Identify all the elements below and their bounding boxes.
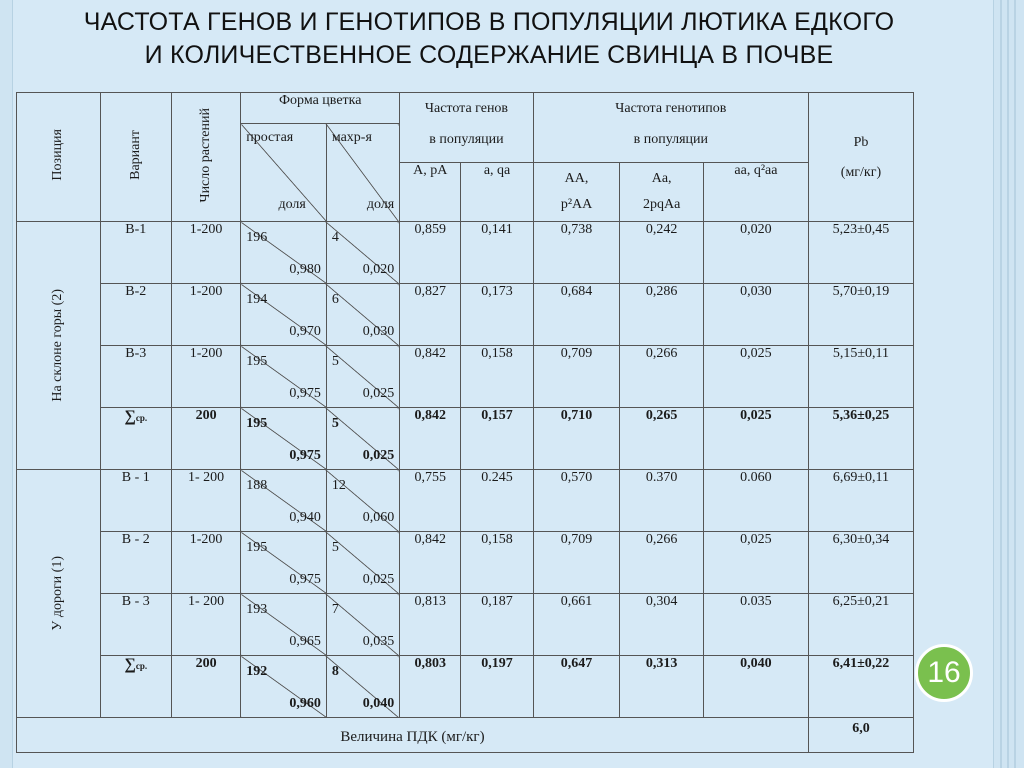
sum-symbol: ∑ [124, 656, 136, 673]
AA-cell: 0,709 [533, 346, 620, 408]
plants-cell: 200 [171, 408, 240, 470]
share-value: 0,025 [362, 572, 395, 587]
count-value: 194 [246, 292, 268, 307]
makhr-cell [326, 594, 399, 656]
variant-cell: В-3 [100, 346, 171, 408]
makhr-cell [326, 346, 399, 408]
pdk-value: 6,0 [808, 718, 913, 753]
share-value: 0,960 [289, 696, 321, 711]
AA-cell: 0,710 [533, 408, 620, 470]
simple-cell [241, 284, 327, 346]
sum-subscript: ср. [135, 413, 148, 423]
count-value: 6 [331, 292, 339, 307]
share-value: 0,025 [362, 386, 395, 401]
table-row [17, 656, 914, 718]
pb-cell: 5,15±0,11 [808, 346, 913, 408]
data-table [16, 92, 914, 753]
plants-cell: 1- 200 [171, 470, 240, 532]
plants-cell: 1- 200 [171, 594, 240, 656]
variant-cell: В - 3 [100, 594, 171, 656]
table-row [17, 594, 914, 656]
header-A-pA: A, pA [400, 163, 461, 222]
simple-cell [241, 656, 327, 718]
header-Aa: Aa, 2pqAa [620, 163, 704, 222]
count-value: 7 [331, 602, 339, 617]
makhr-cell [326, 284, 399, 346]
pb-cell: 5,70±0,19 [808, 284, 913, 346]
table-row [17, 532, 914, 594]
simple-cell [241, 346, 327, 408]
variant-cell [100, 408, 171, 470]
plants-cell: 1-200 [171, 284, 240, 346]
header-plants: Число растений [171, 93, 240, 222]
Aa-cell: 0,266 [620, 532, 704, 594]
pA-cell: 0,842 [400, 346, 461, 408]
qa-cell: 0,187 [461, 594, 533, 656]
pA-cell: 0,813 [400, 594, 461, 656]
makhr-cell [326, 222, 399, 284]
Aa-cell: 0,265 [620, 408, 704, 470]
plants-cell: 1-200 [171, 346, 240, 408]
qa-cell: 0,173 [461, 284, 533, 346]
share-value: 0,970 [289, 324, 321, 339]
count-value: 5 [331, 354, 339, 369]
share-value: 0,030 [362, 324, 395, 339]
header-simple: простая доля [241, 124, 327, 222]
count-value: 188 [246, 478, 268, 493]
Aa-cell: 0.370 [620, 470, 704, 532]
pb-cell: 6,69±0,11 [808, 470, 913, 532]
AA-cell: 0,647 [533, 656, 620, 718]
slide-title [14, 6, 964, 72]
sum-symbol: ∑ [124, 408, 136, 425]
share-value: 0,975 [289, 386, 321, 401]
qa-cell: 0,141 [461, 222, 533, 284]
pA-cell: 0,842 [400, 532, 461, 594]
header-aa: aa, q²aa [703, 163, 808, 222]
pb-cell: 6,25±0,21 [808, 594, 913, 656]
qa-cell: 0.245 [461, 470, 533, 532]
header-makhr: махр-я доля [326, 124, 399, 222]
simple-cell [241, 222, 327, 284]
qa-cell: 0,157 [461, 408, 533, 470]
header-flower-form: Форма цветка [241, 93, 400, 124]
count-value: 12 [331, 478, 346, 493]
header-row-1 [17, 93, 914, 124]
qa-cell: 0,197 [461, 656, 533, 718]
table-row [17, 284, 914, 346]
group-label: На склоне горы (2) [17, 222, 101, 470]
simple-cell [241, 408, 327, 470]
share-value: 0,040 [362, 696, 395, 711]
share-value: 0,020 [362, 262, 395, 277]
plants-cell: 200 [171, 656, 240, 718]
share-value: 0,975 [289, 572, 321, 587]
table-row [17, 408, 914, 470]
share-value: 0,940 [289, 510, 321, 525]
pb-cell: 5,36±0,25 [808, 408, 913, 470]
count-value: 195 [246, 540, 268, 555]
pb-cell: 5,23±0,45 [808, 222, 913, 284]
variant-cell [100, 656, 171, 718]
pA-cell: 0,827 [400, 284, 461, 346]
AA-cell: 0,684 [533, 284, 620, 346]
makhr-cell [326, 408, 399, 470]
pb-cell: 6,30±0,34 [808, 532, 913, 594]
aa-cell: 0,030 [703, 284, 808, 346]
share-value: 0,035 [362, 634, 395, 649]
count-value: 8 [331, 664, 339, 679]
header-variant: Вариант [100, 93, 171, 222]
title-line-1: ЧАСТОТА ГЕНОВ И ГЕНОТИПОВ В ПОПУЛЯЦИИ ЛЮТИКА ЕДКОГО [83, 8, 895, 36]
count-value: 195 [246, 416, 268, 431]
Aa-cell: 0,304 [620, 594, 704, 656]
title-line-2: И КОЛИЧЕСТВЕННОЕ СОДЕРЖАНИЕ СВИНЦА В ПОЧВЕ [144, 41, 834, 69]
group-label: У дороги (1) [17, 470, 101, 718]
count-value: 4 [331, 230, 339, 245]
aa-cell: 0.060 [703, 470, 808, 532]
slide-number-badge: 16 [915, 644, 973, 702]
Aa-cell: 0,313 [620, 656, 704, 718]
plants-cell: 1-200 [171, 222, 240, 284]
variant-cell: В - 2 [100, 532, 171, 594]
table-row [17, 346, 914, 408]
header-gene-freq: Частота генов в популяции [400, 93, 534, 163]
footer-row [17, 718, 914, 753]
AA-cell: 0,661 [533, 594, 620, 656]
pb-cell: 6,41±0,22 [808, 656, 913, 718]
count-value: 192 [246, 664, 268, 679]
count-value: 5 [331, 540, 339, 555]
Aa-cell: 0,266 [620, 346, 704, 408]
variant-cell: В-1 [100, 222, 171, 284]
aa-cell: 0,040 [703, 656, 808, 718]
aa-cell: 0,025 [703, 532, 808, 594]
share-value: 0,025 [362, 448, 395, 463]
makhr-cell [326, 532, 399, 594]
header-AA: AA, p²AA [533, 163, 620, 222]
count-value: 196 [246, 230, 268, 245]
right-frame-border [993, 0, 1024, 768]
share-value: 0,975 [289, 448, 321, 463]
share-value: 0,980 [289, 262, 321, 277]
AA-cell: 0,709 [533, 532, 620, 594]
Aa-cell: 0,286 [620, 284, 704, 346]
share-value: 0,965 [289, 634, 321, 649]
aa-cell: 0,020 [703, 222, 808, 284]
aa-cell: 0.035 [703, 594, 808, 656]
Aa-cell: 0,242 [620, 222, 704, 284]
variant-cell: В-2 [100, 284, 171, 346]
count-value: 5 [331, 416, 339, 431]
share-value: 0,060 [362, 510, 395, 525]
pdk-label: Величина ПДК (мг/кг) [17, 718, 809, 753]
plants-cell: 1-200 [171, 532, 240, 594]
simple-cell [241, 594, 327, 656]
header-a-qa: a, qa [461, 163, 533, 222]
AA-cell: 0,738 [533, 222, 620, 284]
aa-cell: 0,025 [703, 346, 808, 408]
qa-cell: 0,158 [461, 532, 533, 594]
simple-cell [241, 470, 327, 532]
simple-cell [241, 532, 327, 594]
header-pb: Pb (мг/кг) [808, 93, 913, 222]
pA-cell: 0,842 [400, 408, 461, 470]
pA-cell: 0,803 [400, 656, 461, 718]
left-frame-border [0, 0, 13, 768]
sum-subscript: ср. [135, 661, 148, 671]
header-position: Позиция [17, 93, 101, 222]
variant-cell: В - 1 [100, 470, 171, 532]
AA-cell: 0,570 [533, 470, 620, 532]
makhr-cell [326, 470, 399, 532]
aa-cell: 0,025 [703, 408, 808, 470]
table-row [17, 222, 914, 284]
pA-cell: 0,859 [400, 222, 461, 284]
header-genotype-freq: Частота генотипов в популяции [533, 93, 808, 163]
makhr-cell [326, 656, 399, 718]
count-value: 193 [246, 602, 268, 617]
count-value: 195 [246, 354, 268, 369]
qa-cell: 0,158 [461, 346, 533, 408]
pA-cell: 0,755 [400, 470, 461, 532]
table-row [17, 470, 914, 532]
